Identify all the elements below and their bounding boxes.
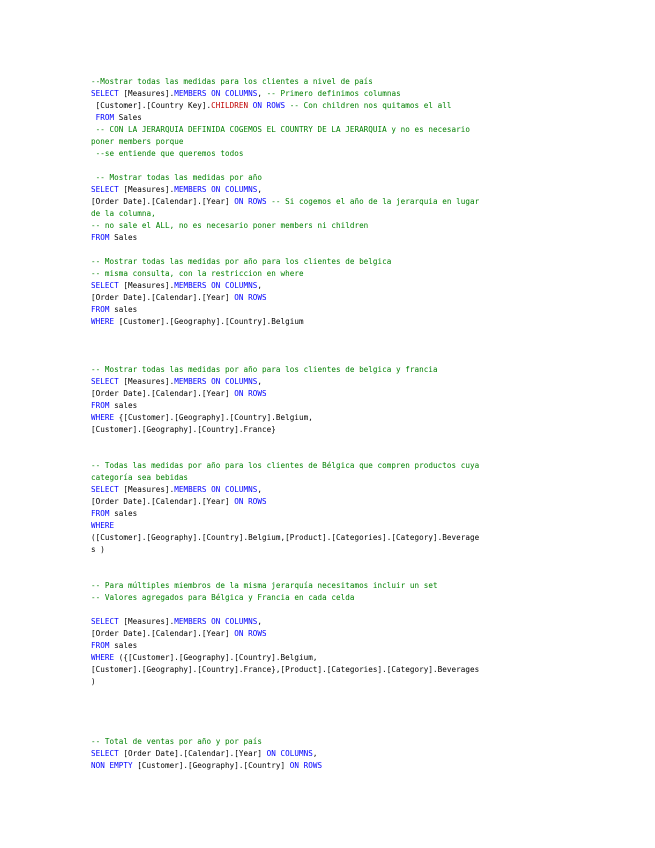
code-line xyxy=(91,436,571,448)
code-line xyxy=(91,496,571,508)
code-line xyxy=(91,748,571,760)
text-token: sales xyxy=(114,641,138,650)
code-line xyxy=(91,592,571,604)
text-token: sales xyxy=(114,401,138,410)
member-token: CHILDREN xyxy=(211,101,253,110)
keyword-token: FROM xyxy=(91,233,115,242)
keyword-token: SELECT xyxy=(91,185,124,194)
keyword-token: WHERE xyxy=(91,317,119,326)
code-line xyxy=(91,124,571,136)
keyword-token: SELECT xyxy=(91,617,124,626)
code-line xyxy=(91,328,571,340)
text-token: [Customer].[Geography].[Country].France},[Product].[Categories].[Category].Beverages xyxy=(91,665,480,674)
text-token: , xyxy=(312,749,318,758)
keyword-token: MEMBERS ON COLUMNS xyxy=(174,377,258,386)
text-token: [Order Date].[Calendar].[Year] xyxy=(91,197,235,206)
keyword-token: SELECT xyxy=(91,377,124,386)
text-token: Sales xyxy=(114,233,138,242)
comment-token: --se entiende que queremos todos xyxy=(91,149,244,158)
code-line xyxy=(91,652,571,664)
keyword-token: ON COLUMNS xyxy=(266,749,313,758)
text-token: [Measures]. xyxy=(123,617,175,626)
keyword-token: MEMBERS ON COLUMNS xyxy=(174,185,258,194)
code-line xyxy=(91,208,571,220)
keyword-token: MEMBERS ON COLUMNS xyxy=(174,617,258,626)
code-line xyxy=(91,556,571,568)
text-token: , xyxy=(257,281,263,290)
keyword-token: FROM xyxy=(91,305,115,314)
code-line xyxy=(91,340,571,352)
text-token: [Measures]. xyxy=(123,377,175,386)
code-line xyxy=(91,412,571,424)
code-line xyxy=(91,148,571,160)
code-line xyxy=(91,316,571,328)
text-token: s ) xyxy=(91,545,105,554)
text-token: [Customer].[Geography].[Country] xyxy=(137,761,290,770)
comment-token: -- CON LA JERARQUIA DEFINIDA COGEMOS EL COUNTRY DE LA JERARQUIA y no es necesario xyxy=(91,125,470,134)
text-token: [Measures]. xyxy=(123,185,175,194)
keyword-token: ON ROWS xyxy=(234,629,267,638)
code-line xyxy=(91,664,571,676)
keyword-token: FROM xyxy=(91,113,119,122)
code-line xyxy=(91,544,571,556)
comment-token: -- Total de ventas por año y por país xyxy=(91,737,263,746)
code-line xyxy=(91,568,571,580)
code-line xyxy=(91,580,571,592)
text-token: [Order Date].[Calendar].[Year] xyxy=(91,293,235,302)
comment-token: categoría sea bebidas xyxy=(91,473,189,482)
code-line xyxy=(91,100,571,112)
text-token: [Measures]. xyxy=(123,485,175,494)
keyword-token: WHERE xyxy=(91,413,119,422)
code-line xyxy=(91,532,571,544)
code-line xyxy=(91,196,571,208)
text-token: [Order Date].[Calendar].[Year] xyxy=(123,749,267,758)
comment-token: -- Todas las medidas por año para los clientes de Bélgica que compren productos cuya xyxy=(91,461,480,470)
keyword-token: SELECT xyxy=(91,485,124,494)
comment-token: -- misma consulta, con la restriccion en where xyxy=(91,269,304,278)
text-token: [Order Date].[Calendar].[Year] xyxy=(91,629,235,638)
text-token: [Customer].[Geography].[Country].Belgium xyxy=(118,317,304,326)
code-line xyxy=(91,724,571,736)
text-token: [Customer].[Country Key]. xyxy=(91,101,212,110)
code-document xyxy=(91,76,571,772)
comment-token: -- Valores agregados para Bélgica y Francia en cada celda xyxy=(91,593,355,602)
comment-token: -- Mostrar todas las medidas por año para los clientes de belgica y francia xyxy=(91,365,438,374)
code-line xyxy=(91,76,571,88)
keyword-token: MEMBERS ON COLUMNS xyxy=(174,281,258,290)
code-line xyxy=(91,472,571,484)
text-token: , xyxy=(257,185,263,194)
keyword-token: SELECT xyxy=(91,89,124,98)
keyword-token: ON ROWS xyxy=(234,293,267,302)
code-line xyxy=(91,712,571,724)
text-token: [Measures]. xyxy=(123,281,175,290)
keyword-token: MEMBERS ON COLUMNS xyxy=(174,89,258,98)
code-line xyxy=(91,88,571,100)
keyword-token: ON ROWS xyxy=(252,101,290,110)
keyword-token: SELECT xyxy=(91,749,124,758)
text-token: [Measures]. xyxy=(123,89,175,98)
text-token: , xyxy=(257,377,263,386)
text-token: [Customer].[Geography].[Country].France} xyxy=(91,425,276,434)
keyword-token: ON ROWS xyxy=(234,389,267,398)
text-token: ({[Customer].[Geography].[Country].Belgium, xyxy=(118,653,318,662)
text-token: Sales xyxy=(118,113,142,122)
text-token: [Order Date].[Calendar].[Year] xyxy=(91,497,235,506)
keyword-token: ON ROWS xyxy=(289,761,323,770)
code-line xyxy=(91,460,571,472)
code-line xyxy=(91,448,571,460)
code-line xyxy=(91,484,571,496)
code-line xyxy=(91,736,571,748)
comment-token: -- Mostrar todas las medidas por año xyxy=(91,173,263,182)
keyword-token: ON ROWS xyxy=(234,497,267,506)
comment-token: poner members porque xyxy=(91,137,184,146)
text-token: {[Customer].[Geography].[Country].Belgium, xyxy=(118,413,313,422)
code-line xyxy=(91,628,571,640)
comment-token: --Mostrar todas las medidas para los clientes a nivel de país xyxy=(91,77,373,86)
code-line xyxy=(91,700,571,712)
code-line xyxy=(91,292,571,304)
code-line xyxy=(91,352,571,364)
code-line xyxy=(91,172,571,184)
keyword-token: WHERE xyxy=(91,521,115,530)
text-token: ) xyxy=(91,677,96,686)
code-line xyxy=(91,376,571,388)
keyword-token: NON EMPTY xyxy=(91,761,138,770)
comment-token: -- no sale el ALL, no es necesario poner members ni children xyxy=(91,221,369,230)
code-line xyxy=(91,688,571,700)
code-line xyxy=(91,220,571,232)
code-line xyxy=(91,520,571,532)
code-line xyxy=(91,304,571,316)
text-token: [Order Date].[Calendar].[Year] xyxy=(91,389,235,398)
code-line xyxy=(91,640,571,652)
code-line xyxy=(91,676,571,688)
code-line xyxy=(91,136,571,148)
text-token: , xyxy=(257,89,267,98)
code-line xyxy=(91,268,571,280)
comment-token: -- Para múltiples miembros de la misma jerarquía necesitamos incluir un set xyxy=(91,581,438,590)
code-line xyxy=(91,184,571,196)
code-line xyxy=(91,388,571,400)
code-line xyxy=(91,232,571,244)
text-token: sales xyxy=(114,509,138,518)
comment-token: -- Si cogemos el año de la jerarquia en lugar xyxy=(271,197,480,206)
keyword-token: ON ROWS xyxy=(234,197,272,206)
keyword-token: WHERE xyxy=(91,653,119,662)
text-token: ([Customer].[Geography].[Country].Belgium,[Product].[Categories].[Category].Beverage xyxy=(91,533,480,542)
code-line xyxy=(91,112,571,124)
keyword-token: FROM xyxy=(91,641,115,650)
keyword-token: MEMBERS ON COLUMNS xyxy=(174,485,258,494)
text-token: , xyxy=(257,617,263,626)
code-line xyxy=(91,424,571,436)
comment-token: -- Mostrar todas las medidas por año para los clientes de belgica xyxy=(91,257,392,266)
code-line xyxy=(91,760,571,772)
text-token: sales xyxy=(114,305,138,314)
keyword-token: FROM xyxy=(91,509,115,518)
code-line xyxy=(91,508,571,520)
text-token: , xyxy=(257,485,263,494)
code-line xyxy=(91,616,571,628)
code-line xyxy=(91,244,571,256)
keyword-token: SELECT xyxy=(91,281,124,290)
comment-token: -- Primero definimos columnas xyxy=(266,89,401,98)
comment-token: de la columna, xyxy=(91,209,156,218)
comment-token: -- Con children nos quitamos el all xyxy=(289,101,452,110)
code-line xyxy=(91,160,571,172)
code-line xyxy=(91,280,571,292)
code-line xyxy=(91,364,571,376)
code-line xyxy=(91,400,571,412)
keyword-token: FROM xyxy=(91,401,115,410)
code-line xyxy=(91,604,571,616)
code-line xyxy=(91,256,571,268)
